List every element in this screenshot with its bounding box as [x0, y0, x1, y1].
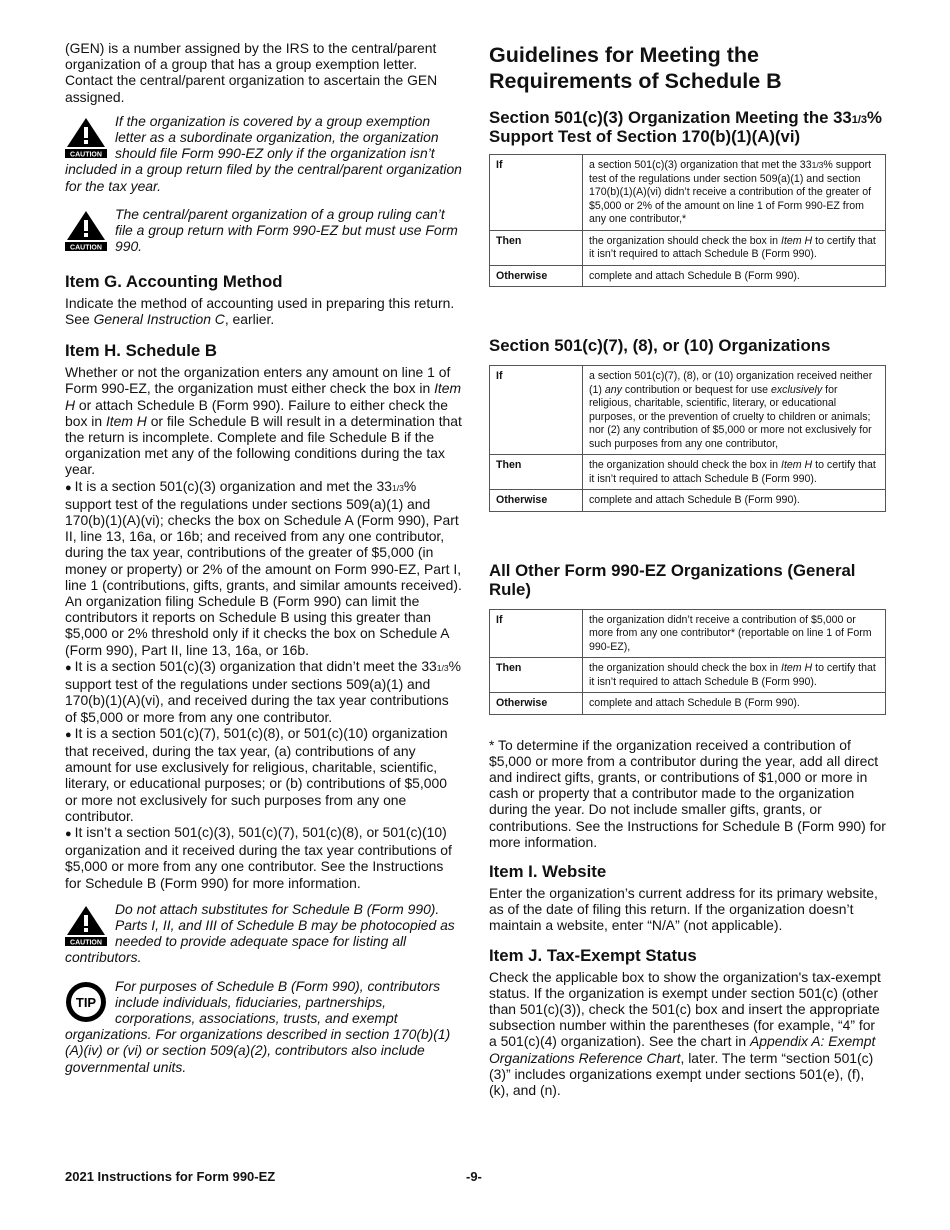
contribution-footnote: * To determine if the organization received a contribution of $5,000 or more from a contributor during the year, add all direct and indirect gifts, grants, or contributions of $1,000 or more in cash or property that a contributor made to the organization during the year. Do not include smaller gifts, grants, or contributions. See the Instructions for Schedule B (Form 990) for more information.	[489, 736, 886, 850]
svg-text:CAUTION: CAUTION	[70, 151, 102, 158]
section-501c3-heading: Section 501(c)(3) Organization Meeting the 331/3% Support Test of Section 170(b)(1)(A)(vi)	[489, 108, 882, 146]
item-j-text: Check the applicable box to show the organization's tax-exempt status. If the organization is exempt under section 501(c) (other than 501(c)(3)), check the 501(c) box and insert the appropriate subsection number within the parentheses (for example, “4” for a 501(c)(4) organization). See the chart in Appendix A: Exempt Organizations Reference Chart, later. The term “section 501(c)(3)” includes organizations exempt under sections 501(e), (f), (k), and (n).	[489, 968, 881, 1098]
left-column	[65, 40, 463, 1075]
caution-icon	[65, 904, 107, 946]
section-501c7-table	[489, 365, 886, 512]
table-row: If a section 501(c)(7), (8), or (10) organization received neither (1) any contribution or bequest for use exclusively for religious, charitable, scientific, literary, or educational purposes, or the prevention of cruelty to children or animals; nor (2) any contribution of $5,000 or more not exclusively for such purposes from any one contributor,	[490, 366, 886, 455]
footer-title: 2021 Instructions for Form 990-EZ	[65, 1169, 276, 1184]
caution-note-1: CAUTION If the organization is covered by a group exemption letter as a subordinate organization, the organization should file Form 990-EZ only if the organization isn’t included in a group return filed by the central/parent organization for the tax year.	[65, 112, 462, 194]
gen-intro-paragraph: (GEN) is a number assigned by the IRS to the central/parent organization of a group that has a group exemption letter. Contact the central/parent organization to ascertain the GEN assigned.	[65, 40, 438, 105]
table-row: Then the organization should check the box in Item H to certify that it isn’t required to attach Schedule B (Form 990).	[490, 658, 886, 693]
section-501c7-heading: Section 501(c)(7), (8), or (10) Organizations	[489, 336, 831, 355]
general-rule-table	[489, 609, 886, 715]
item-i-text: Enter the organization’s current address for its primary website, as of the date of filing this return. If the organization doesn’t maintain a website, enter “N/A” (not applicable).	[489, 884, 878, 934]
table-row: Otherwise complete and attach Schedule B (Form 990).	[490, 265, 886, 287]
caution-icon	[65, 116, 107, 158]
item-g-text: Indicate the method of accounting used in preparing this return. See General Instruction C, earlier.	[65, 294, 455, 328]
item-i-heading: Item I. Website	[489, 861, 607, 881]
section-501c3-table	[489, 154, 886, 287]
item-h-paragraph: Whether or not the organization enters any amount on line 1 of Form 990-EZ, the organization must either check the box in Item H or attach Schedule B (Form 990). Failure to either check the box in Item H or file Schedule B will result in a determination that the return is incomplete. Complete and file Schedule B if the organization met any of the following conditions during the tax year.	[65, 364, 462, 478]
table-row: Otherwise complete and attach Schedule B (Form 990).	[490, 693, 886, 715]
list-item: ● It is a section 501(c)(7), 501(c)(8), or 501(c)(10) organization that received, during the tax year, (a) contributions of any amount for use exclusively for religious, charitable, scientific, literary, or educational purposes; or (b) contributions of $5,000 or more not exclusively for such purposes from any one contributor.	[65, 724, 448, 824]
item-h-heading: Item H. Schedule B	[65, 341, 217, 361]
table-row: Then the organization should check the box in Item H to certify that it isn’t required to attach Schedule B (Form 990).	[490, 230, 886, 265]
guidelines-heading: Guidelines for Meeting the Requirements of Schedule B	[489, 43, 782, 93]
general-rule-heading: All Other Form 990-EZ Organizations (General Rule)	[489, 560, 856, 599]
caution-icon	[65, 209, 107, 251]
caution-note-2: CAUTION The central/parent organization of a group ruling can’t file a group return with Form 990-EZ but must use Form 990.	[65, 206, 463, 256]
svg-text:CAUTION: CAUTION	[70, 244, 102, 251]
item-j-heading: Item J. Tax-Exempt Status	[489, 945, 697, 965]
tip-note: TIP For purposes of Schedule B (Form 990), contributors include individuals, fiduciaries, partnerships, corporations, associations, trusts, and exempt organizations. For organizations described in section 170(b)(1)(A)(iv) or (vi) or section 509(a)(2), contributors also include governmental units.	[65, 977, 451, 1075]
table-row: Otherwise complete and attach Schedule B (Form 990).	[490, 490, 886, 512]
list-item: ● It is a section 501(c)(3) organization and met the 331/3% support test of the regulations under sections 509(a)(1) and 170(b)(1)(A)(vi); checks the box on Schedule A (Form 990), Part II, line 13, 16a, or 16b; and received from any one contributor, during the tax year, contributions of the greater of $5,000 (in money or property) or 2% of the amount on Form 990-EZ, Part I, line 1 (contributions, gifts, grants, and similar amounts received). An organization filing Schedule B (Form 990) can limit the contributors it reports on Schedule B using this greater than $5,000 or 2% threshold only if it checks the box on Schedule A (Form 990), Part II, line 13, 16a, or 16b.	[65, 477, 462, 658]
tip-icon	[65, 981, 107, 1023]
list-item: ● It is a section 501(c)(3) organization that didn’t meet the 331/3% support test of the regulations under sections 509(a)(1) and 170(b)(1)(A)(vi), and received during the tax year contributions of $5,000 or more from any one contributor.	[65, 657, 461, 725]
table-row: If a section 501(c)(3) organization that met the 331/3% support test of the regulations under section 509(a)(1) and section 170(b)(1)(A)(vi) didn’t receive a contribution of the greater of $5,000 or 2% of the amount on line 1 of Form 990-EZ from any one contributor,*	[490, 155, 886, 231]
item-g-heading: Item G. Accounting Method	[65, 271, 283, 291]
svg-text:CAUTION: CAUTION	[70, 939, 102, 946]
svg-text:TIP: TIP	[75, 994, 97, 1010]
list-item: ● It isn’t a section 501(c)(3), 501(c)(7), 501(c)(8), or 501(c)(10) organization and it received during the tax year contributions of $5,000 or more from any one contributor. See the Instructions for Schedule B (Form 990) for more information.	[65, 823, 452, 891]
caution-note-3: CAUTION Do not attach substitutes for Schedule B (Form 990). Parts I, II, and III of Schedule B may be photocopied as needed to provide adequate space for listing all contributors.	[65, 900, 455, 966]
page-number: -9-	[466, 1169, 482, 1184]
right-column	[489, 40, 886, 1098]
table-row: If the organization didn’t receive a contribution of $5,000 or more from any one contributor* (reportable on line 1 of Form 990-EZ),	[490, 609, 886, 658]
table-row: Then the organization should check the box in Item H to certify that it isn’t required to attach Schedule B (Form 990).	[490, 455, 886, 490]
